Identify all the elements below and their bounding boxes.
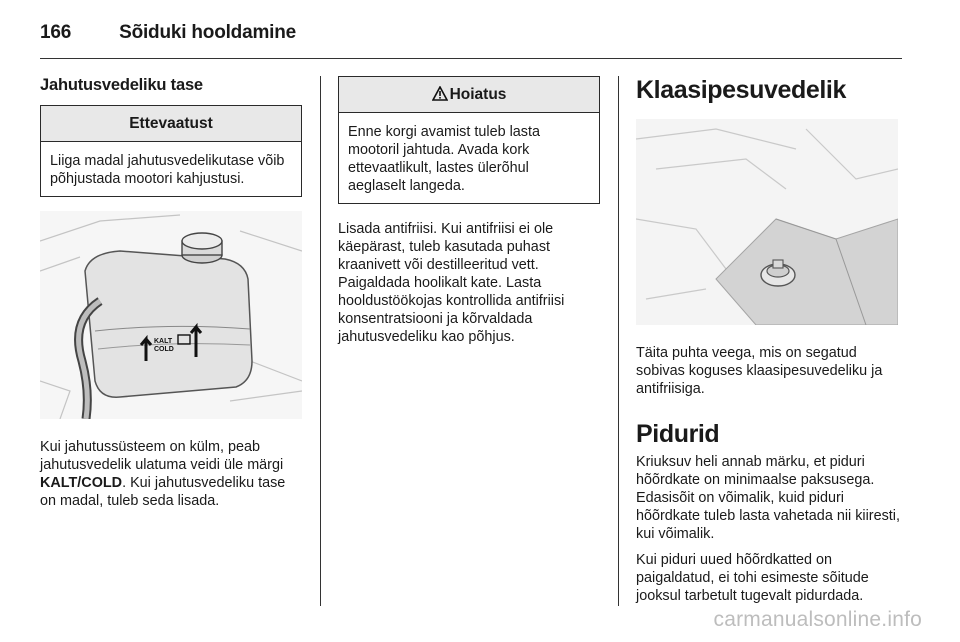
cold-label: COLD (154, 346, 174, 353)
column-coolant (40, 76, 302, 510)
brakes-para2: Kui piduri uued hõõrdkatted on paigaldatud, ei tohi esimeste sõitude jooksul tarbetult tugevalt pidurdada. (636, 552, 869, 604)
caution-title: Ettevaatust (41, 106, 301, 142)
warning-text: Enne korgi avamist tuleb lasta mootoril jahtuda. Avada kork ettevaatlikult, lastes ülerõhul aeglaselt langeda. (348, 124, 540, 194)
coolant-reservoir-figure (40, 211, 302, 424)
page-number: 166 (40, 22, 72, 43)
header-rule (40, 58, 902, 59)
brakes-heading: Pidurid (636, 420, 720, 448)
washer-reservoir-illustration (636, 119, 898, 325)
brakes-para1: Kriuksuv heli annab märku, et piduri hõõrdkate on minimaalse paksusega. Edasisõit on võimalik, kuid piduri hõõrdkate tuleb lasta vahetada nii kiiresti, kui võimalik. (636, 454, 900, 542)
warning-title: Hoiatus (339, 77, 599, 113)
warning-triangle-icon (432, 86, 448, 101)
warning-box (338, 76, 600, 204)
coolant-body: Kui jahutussüsteem on külm, peab jahutusvedelik ulatuma veidi üle märgi KALT/COLD. Kui jahutusvedeliku tase on madal, tuleb seda lisada. (40, 439, 286, 509)
column-washer-brakes (636, 76, 902, 605)
chapter-title: Sõiduki hooldamine (119, 22, 297, 43)
washer-body: Täita puhta veega, mis on segatud sobivas koguses klaasipesuvedeliku ja antifriisiga. (636, 345, 883, 397)
kalt-cold-mark: KALT/COLD (40, 475, 123, 491)
caution-text: Liiga madal jahutusvedelikutase võib põhjustada mootori kahjustusi. (50, 153, 285, 187)
coolant-heading: Jahutusvedeliku tase (40, 76, 203, 94)
washer-heading: Klaasipesuvedelik (636, 76, 846, 104)
kalt-label: KALT (154, 338, 173, 345)
antifreeze-body: Lisada antifriisi. Kui antifriisi ei ole käepärast, tuleb kasutada puhast kraanivett või destilleeritud vett. Paigaldada hoolikalt kate. Lasta hooldustöökojas kontrollida antifriisi konsentratsiooni ja kõrvaldada jahutusvedeliku kao põhjus. (338, 221, 565, 345)
column-divider-1 (320, 76, 321, 606)
column-divider-2 (618, 76, 619, 606)
watermark: carmanualsonline.info (713, 608, 922, 631)
caution-box (40, 105, 302, 197)
column-warning (338, 76, 600, 346)
page-header (40, 22, 296, 44)
coolant-reservoir-illustration (40, 211, 302, 419)
